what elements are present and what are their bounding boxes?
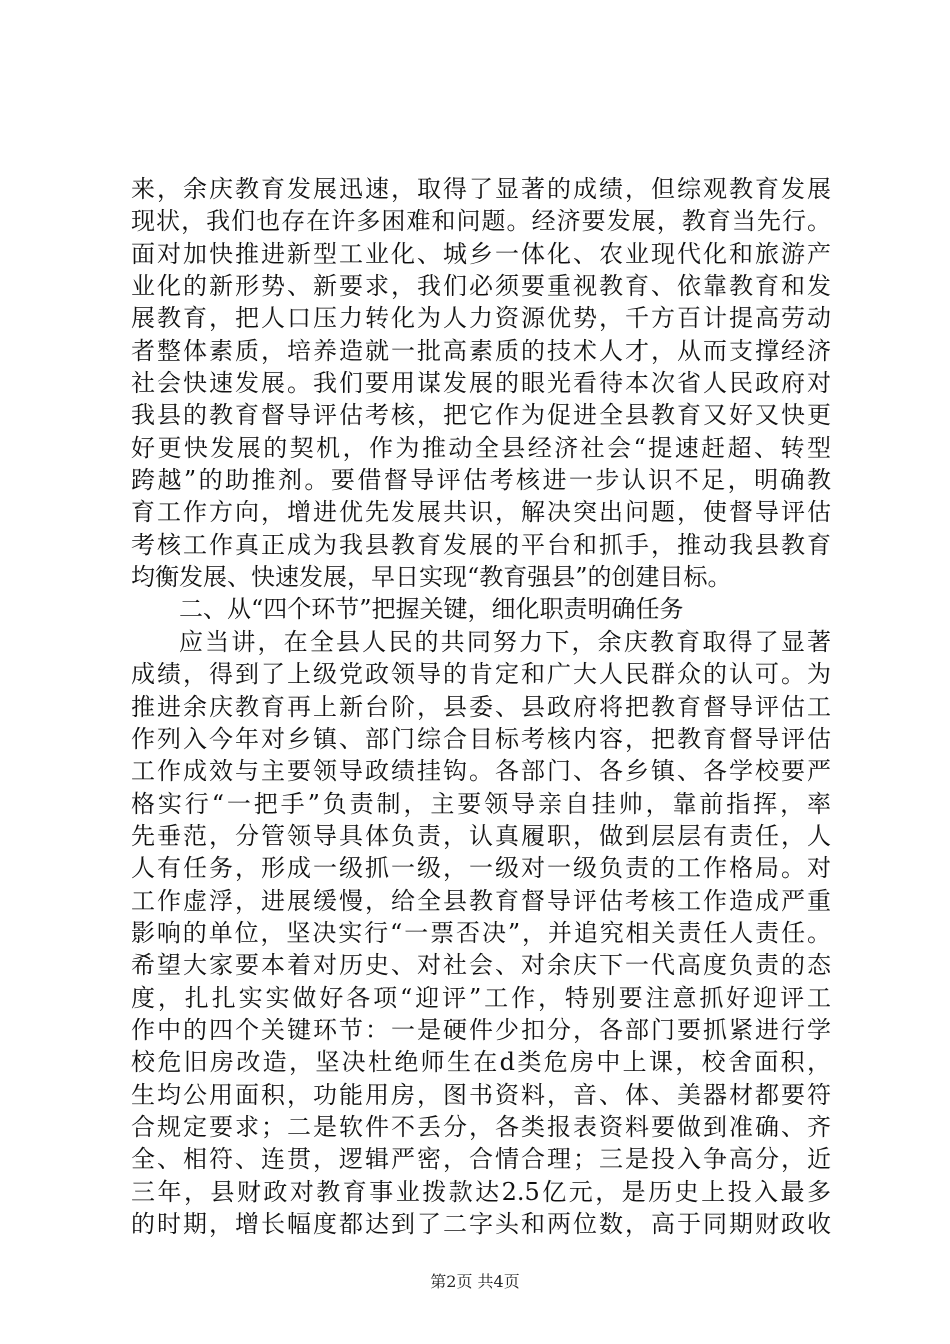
text-line: 希望大家要本着对历史、对社会、对余庆下一代高度负责的态 (131, 951, 831, 980)
text-line: 校危旧房改造，坚决杜绝师生在d类危房中上课，校舍面积， (131, 1048, 831, 1077)
text-line: 均衡发展、快速发展，早日实现“教育强县”的创建目标。 (131, 563, 732, 592)
text-line: 工作成效与主要领导政绩挂钩。各部门、各乡镇、各学校要严 (131, 757, 831, 786)
text-line: 格实行“一把手”负责制，主要领导亲自挂帅，靠前指挥，率 (131, 789, 831, 818)
text-line: 作列入今年对乡镇、部门综合目标考核内容，把教育督导评估 (131, 724, 831, 753)
page-number-footer: 第2页 共4页 (430, 1272, 520, 1291)
text-line: 考核工作真正成为我县教育发展的平台和抓手，推动我县教育 (131, 530, 831, 559)
text-line: 全、相符、连贯，逻辑严密，合情合理；三是投入争高分，近 (131, 1145, 831, 1174)
text-line: 工作虚浮，进展缓慢，给全县教育督导评估考核工作造成严重 (131, 886, 831, 915)
text-line: 度，扎扎实实做好各项“迎评”工作，特别要注意抓好迎评工 (131, 983, 831, 1012)
text-line: 来，余庆教育发展迅速，取得了显著的成绩，但综观教育发展 (131, 175, 831, 203)
text-line: 跨越”的助推剂。要借督导评估考核进一步认识不足，明确教 (131, 466, 831, 495)
text-line: 推进余庆教育再上新台阶，县委、县政府将把教育督导评估工 (131, 692, 831, 721)
text-line: 人有任务，形成一级抓一级，一级对一级负责的工作格局。对 (131, 854, 831, 883)
text-line: 应当讲，在全县人民的共同努力下，余庆教育取得了显著 (179, 627, 831, 656)
text-line: 现状，我们也存在许多困难和问题。经济要发展，教育当先行。 (131, 207, 831, 236)
text-line: 合规定要求；二是软件不丢分，各类报表资料要做到准确、齐 (131, 1112, 831, 1141)
text-line: 育工作方向，增进优先发展共识，解决突出问题，使督导评估 (131, 498, 831, 527)
text-line: 业化的新形势、新要求，我们必须要重视教育、依靠教育和发 (131, 272, 831, 301)
body-text (131, 173, 831, 1240)
text-line: 者整体素质，培养造就一批高素质的技术人才，从而支撑经济 (131, 336, 831, 365)
section-heading: 二、从“四个环节”把握关键，细化职责明确任务 (179, 595, 684, 624)
text-line: 社会快速发展。我们要用谋发展的眼光看待本次省人民政府对 (131, 369, 831, 398)
text-line: 好更快发展的契机，作为推动全县经济社会“提速赶超、转型 (131, 433, 831, 462)
text-line: 三年，县财政对教育事业拨款达2.5亿元，是历史上投入最多 (131, 1177, 831, 1206)
text-line: 展教育，把人口压力转化为人力资源优势，千方百计提高劳动 (131, 304, 831, 333)
text-line: 影响的单位，坚决实行“一票否决”，并追究相关责任人责任。 (131, 918, 831, 947)
text-line: 的时期，增长幅度都达到了二字头和两位数，高于同期财政收 (131, 1210, 831, 1238)
text-line: 作中的四个关键环节：一是硬件少扣分，各部门要抓紧进行学 (131, 1015, 831, 1044)
text-line: 我县的教育督导评估考核，把它作为促进全县教育又好又快更 (131, 401, 831, 430)
text-line: 先垂范，分管领导具体负责，认真履职，做到层层有责任，人 (131, 821, 831, 850)
text-line: 生均公用面积，功能用房，图书资料，音、体、美器材都要符 (131, 1080, 831, 1109)
text-line: 成绩，得到了上级党政领导的肯定和广大人民群众的认可。为 (131, 660, 831, 689)
text-line: 面对加快推进新型工业化、城乡一体化、农业现代化和旅游产 (131, 239, 831, 268)
